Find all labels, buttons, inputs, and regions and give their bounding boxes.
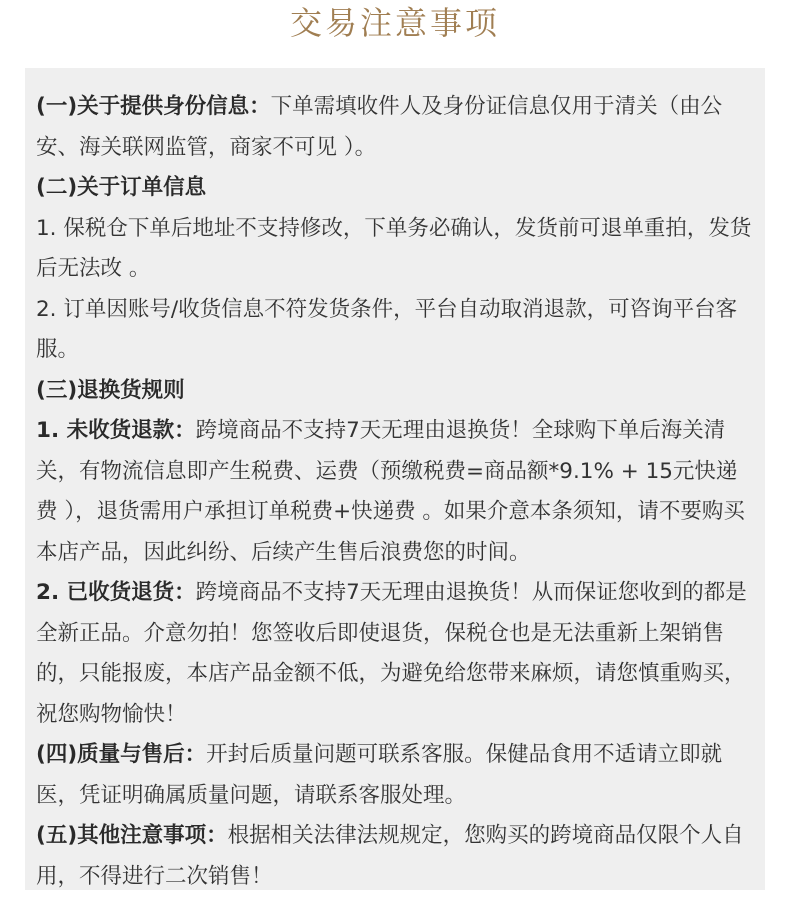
section-identity-info (36, 87, 753, 168)
section-order-info (36, 168, 753, 209)
section-text: 跨境商品不支持7天无理由退换货！全球购下单后海关清关，有物流信息即产生税费、运费（预缴税费=商品额*9.1% + 15元快递费 ），退货需用户承担订单税费+快递费 。如果介意本条须知，请不要购买本店产品，因此纠纷、后续产生售后浪费您的时间。 (36, 418, 745, 565)
section-heading: (一)关于提供身份信息： (36, 94, 271, 119)
return-rule-return (36, 573, 753, 735)
section-text: 开封后质量问题可联系客服。保健品食用不适请立即就医，凭证明确属质量问题，请联系客服处理。 (36, 742, 723, 808)
order-rule-2 (36, 290, 753, 371)
section-text: 下单需填收件人及身份证信息仅用于清关（由公安、海关联网监管，商家不可见 ）。 (36, 94, 723, 160)
section-heading: (四)质量与售后： (36, 742, 207, 767)
section-text: 根据相关法律法规规定，您购买的跨境商品仅限个人自用，不得进行二次销售！ (36, 823, 744, 889)
order-rule-1 (36, 209, 753, 290)
section-quality-service (36, 735, 753, 816)
section-text: 1. 保税仓下单后地址不支持修改，下单务必确认，发货前可退单重拍，发货后无法改 。 (36, 215, 752, 281)
section-return-rules (36, 371, 753, 412)
notice-panel (25, 68, 765, 890)
page-title: 交易注意事项 (289, 4, 500, 42)
section-heading: (三)退换货规则 (36, 377, 185, 403)
section-heading: (二)关于订单信息 (36, 175, 207, 200)
section-other-notes (36, 816, 753, 897)
section-heading: 1. 未收货退款： (36, 418, 196, 443)
section-text: 2. 订单因账号/收货信息不符发货条件，平台自动取消退款，可咨询平台客服。 (36, 296, 738, 362)
section-heading: (五)其他注意事项： (36, 823, 228, 848)
section-text: 跨境商品不支持7天无理由退换货！从而保证您收到的都是全新正品。介意勿拍！您签收后即使退货，保税仓也是无法重新上架销售的，只能报废，本店产品金额不低，为避免给您带来麻烦，请您慎重购买，祝您购物愉快！ (36, 580, 747, 727)
section-heading: 2. 已收货退货： (36, 580, 196, 605)
return-rule-refund (36, 411, 753, 573)
